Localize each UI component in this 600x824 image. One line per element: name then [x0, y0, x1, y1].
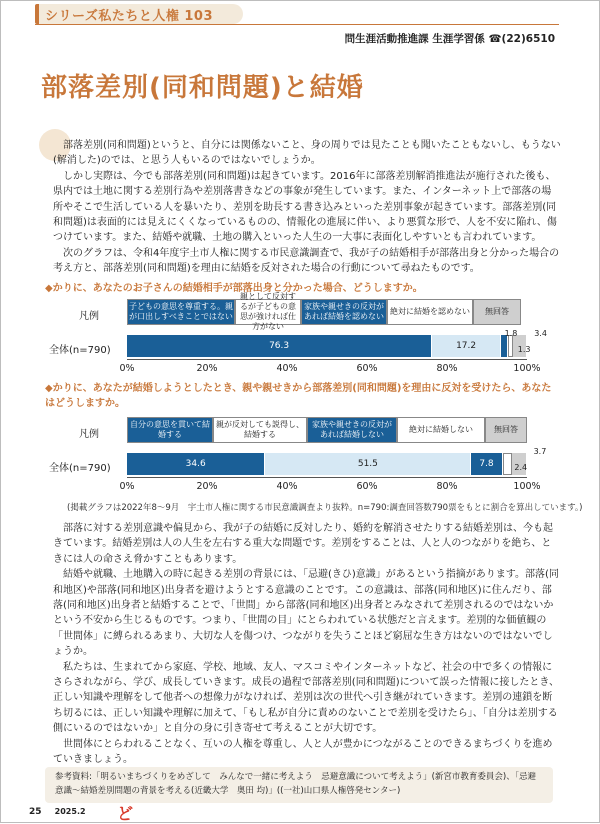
bar-segment: 34.6: [127, 453, 265, 475]
intro-text: [53, 138, 561, 277]
body-paragraph: 世間体にとらわれることなく、互いの人権を尊重し、人と人が豊かにつながることのできるまちづくりを進めていきましょう。: [53, 738, 553, 766]
chart2-legend-label: 凡例: [79, 429, 99, 440]
axis-tick-label: 20%: [196, 481, 218, 492]
series-banner: [35, 4, 243, 24]
page-title: 部落差別(同和問題)と結婚: [41, 73, 364, 103]
chart2: [49, 417, 569, 497]
chart1: [49, 292, 569, 379]
axis-tick-label: 100%: [513, 481, 541, 492]
axis-tick-label: 80%: [436, 363, 458, 374]
bar-small-label: 1.3: [517, 345, 531, 354]
axis-tick-label: 100%: [513, 363, 541, 374]
chart2-axis: [127, 477, 527, 478]
chart1-row-label: 全体(n=790): [49, 345, 111, 356]
chart1-bar: [127, 335, 527, 357]
chart1-legend-item: 家族や親せきの反対があれば結婚を認めない: [301, 299, 387, 325]
bar-small-label: 3.4: [534, 329, 547, 338]
chart2-legend-item: 絶対に結婚しない: [397, 417, 485, 443]
intro-paragraph: 部落差別(同和問題)というと、自分には関係ないこと、身の周りでは見たことも聞いたこともないし、もうない(解消した)のでは、と思う人もいるのではないでしょうか。: [53, 140, 561, 167]
bar-segment: [501, 335, 508, 357]
axis-tick-label: 60%: [356, 481, 378, 492]
bar-segment: 76.3: [127, 335, 432, 357]
chart1-legend-item: 無回答: [473, 299, 521, 325]
chart1-axis: [127, 359, 527, 360]
axis-tick-label: 80%: [436, 481, 458, 492]
series-label: シリーズ私たちと人権 103: [45, 9, 214, 24]
chart2-question: ◆かりに、あなたが結婚しようとしたとき、親や親せきから部落差別(同和問題)を理由に反対を受けたら、あなたはどうしますか。: [45, 383, 552, 409]
chart1-legend-label: 凡例: [79, 311, 99, 322]
chart1-legend-item: 子どもの意思を尊重する。親が口出しすべきことではない: [127, 299, 235, 325]
issue-date: 2025.2: [54, 807, 86, 816]
bar-small-label: 1.8: [504, 329, 518, 338]
axis-tick-label: 40%: [276, 363, 298, 374]
body-paragraph: 部落に対する差別意識や偏見から、我が子の結婚に反対したり、婚約を解消させたりする結婚差別は、今も起きています。結婚差別は人の人生を左右する重大な問題です。差別をすることは、人と人のつながりを絶ち、ときには人の命さえ脅かすこともあります。: [53, 523, 553, 565]
body-paragraph: 私たちは、生まれてから家庭、学校、地域、友人、マスコミやインターネットなど、社会の中で多くの情報にさらされながら、学び、成長していきます。成長の過程で部落差別(同和問題)について誤った情報に接したとき、正しい知識や理解をして他者への想像力がなければ、差別は次の世代へ引き継がれていきます。差別の連鎖を断ち切るには、正しい知識や理解に加えて、「もし私が自分に責めのないことで差別を受けたら」、「自分は差別する側にいるのではないか」と自分の身に引き寄せて考えることが大切です。: [53, 661, 560, 735]
source-note: (掲載グラフは2022年8〜9月 宇土市人権に関する市民意識調査より抜粋。n=790:調査回答数790票をもとに割合を算出しています。): [67, 503, 583, 513]
bar-small-label: 2.4: [514, 463, 528, 472]
bar-small-label: 3.7: [533, 447, 547, 456]
intro-paragraph: しかし実際は、今でも部落差別(同和問題)は起きています。2016年に部落差別解消推進法が施行された後も、県内では土地に関する差別行為や差別落書きなどの事象が発生しています。また、インターネット上で部落の場所やそこで生活している人を暴いたり、差別を助長する書き込みといった差別事象が起きています。部落差別(同和問題)は表面的には見えにくくなっているものの、情報化の進展に伴い、より悪質な形で、人を不安に陥れ、傷つけています。また、結婚や就職、土地の購入といった人生の一大事に表面化しやすいとも言われています。: [53, 170, 557, 244]
chart2-bar: [127, 453, 527, 475]
body-paragraph: 結婚や就職、土地購入の時に起きる差別の背景には、「忌避(きひ)意識」があるという指摘があります。部落(同和地区)や部落(同和地区)出身者を避けようとする意識のことです。この意識は、部落(同和地区)に住んだり、部落(同和地区)出身者と結婚することで、「世間」から部落(同和地区)出身者とみなされて差別されるのではないかという不安から生じるものです。つまり、「世間の目」にとらわれている状態だと言えます。差別的な価値観の「世間体」に縛られるあまり、大切な人を傷つけ、つながりを失うことほど窮屈な生き方はないのではないでしょうか。: [53, 569, 559, 658]
header-rule: [35, 24, 559, 25]
axis-tick-label: 0%: [119, 481, 135, 492]
bar-segment: 7.8: [471, 453, 502, 475]
chart1-legend-item: 親として反対するが子どもの意思が強ければ仕方がない: [235, 299, 301, 325]
chart2-legend-item: 親が反対しても説得し、結婚する: [213, 417, 307, 443]
bar-segment: 51.5: [265, 453, 471, 475]
axis-tick-label: 0%: [119, 363, 135, 374]
chart2-legend-item: 無回答: [485, 417, 527, 443]
chart2-legend-item: 家族や親せきの反対があれば結婚しない: [307, 417, 397, 443]
bar-segment: [503, 453, 513, 475]
chart1-question: ◆かりに、あなたのお子さんの結婚相手が部落出身と分かった場合、どうしますか。: [45, 283, 423, 294]
chart2-row-label: 全体(n=790): [49, 463, 111, 474]
department-contact: 問生涯活動推進課 生涯学習係 ☎(22)6510: [344, 33, 555, 45]
chart1-legend-item: 絶対に結婚を認めない: [387, 299, 473, 325]
body-text: [53, 521, 561, 768]
reference-box: 参考資料:「明るいまちづくりをめざして みんなで一緒に考えよう 忌避意識について考えよう」(新宮市教育委員会)、「忌避意識〜結婚差別問題の背景を考える(近畿大学 奥田 均)」((一社)山口県人権啓発センター): [45, 767, 553, 803]
axis-tick-label: 40%: [276, 481, 298, 492]
intro-paragraph: 次のグラフは、令和4年度宇土市人権に関する市民意識調査で、我が子の結婚相手が部落出身と分かった場合の考え方と、部落差別(同和問題)を理由に結婚を反対された場合の行動について尋ねたものです。: [53, 247, 560, 275]
page-number: 25: [29, 807, 42, 817]
footer: [29, 807, 86, 817]
bar-segment: 17.2: [432, 335, 501, 357]
logo-icon: ど: [117, 804, 134, 823]
axis-tick-label: 20%: [196, 363, 218, 374]
chart2-legend-item: 自分の意思を貫いて結婚する: [127, 417, 213, 443]
axis-tick-label: 60%: [356, 363, 378, 374]
